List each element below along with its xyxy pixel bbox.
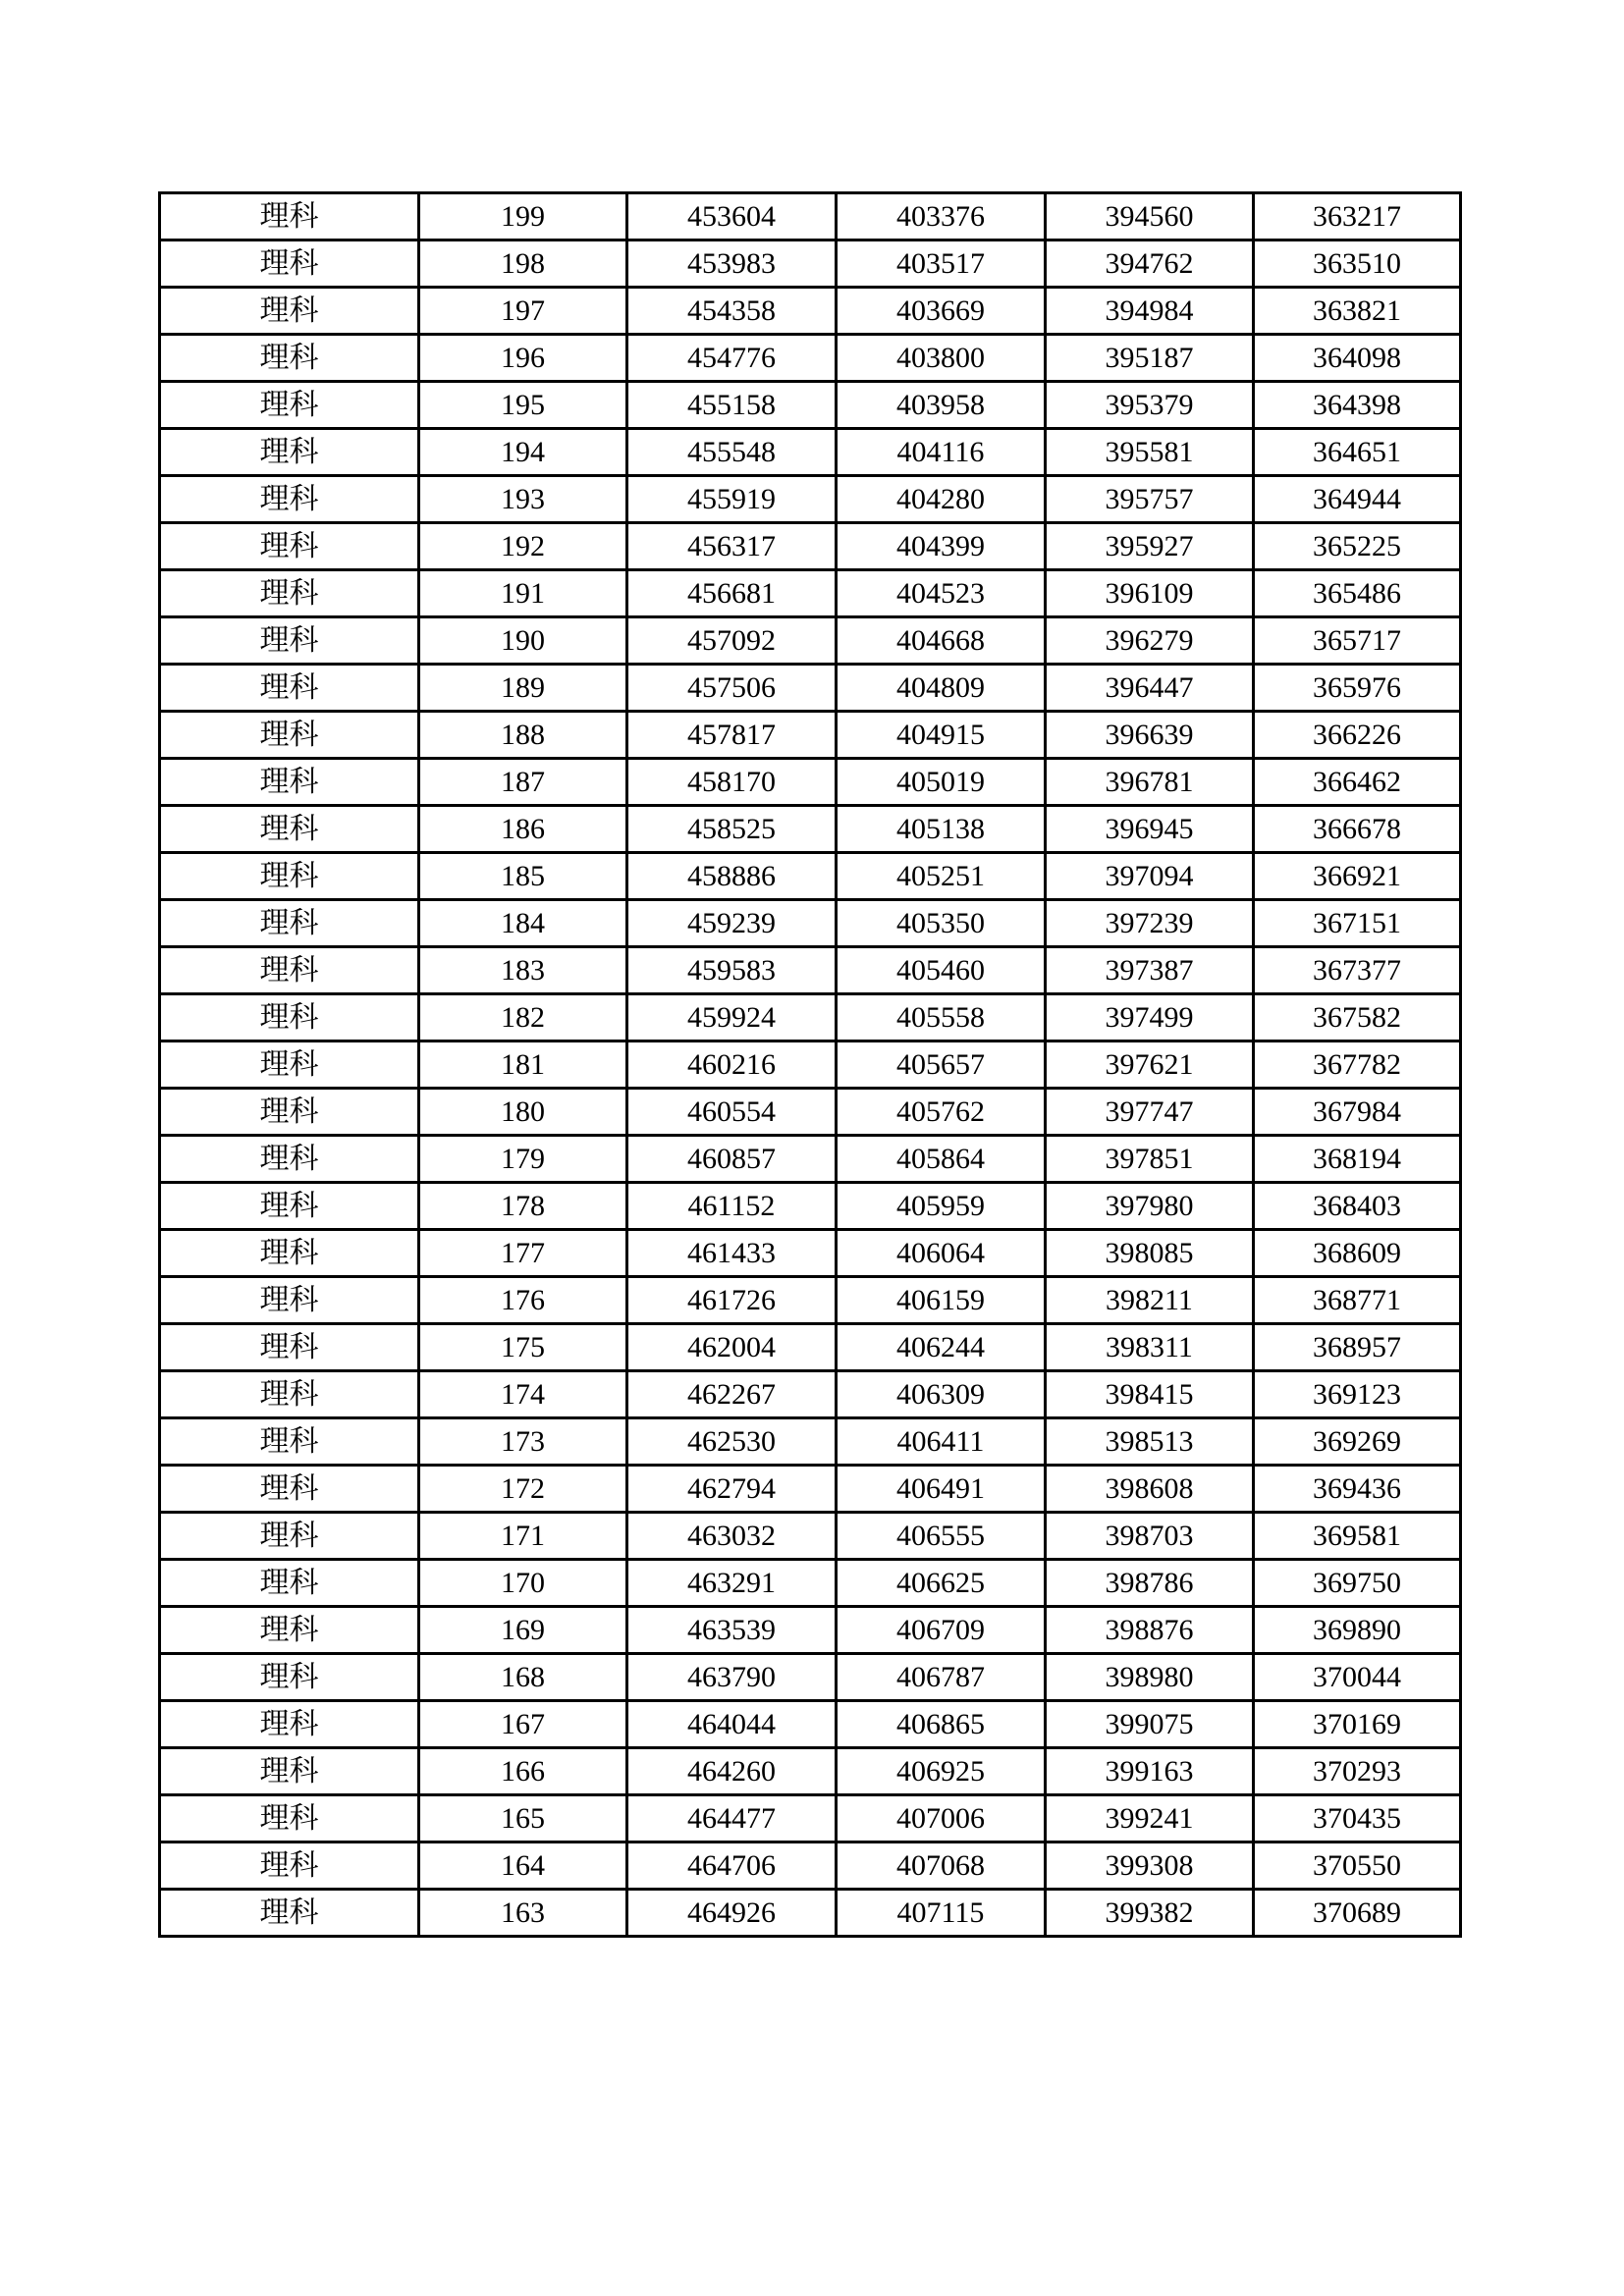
cell-score: 164	[419, 1842, 627, 1890]
table-row	[160, 193, 1461, 240]
cell-score: 189	[419, 665, 627, 712]
cell-value_3: 397094	[1046, 853, 1254, 900]
cell-score: 196	[419, 335, 627, 382]
cell-value_4: 366678	[1254, 806, 1461, 853]
cell-subject: 理科	[160, 1324, 419, 1371]
cell-subject: 理科	[160, 570, 419, 617]
cell-score: 183	[419, 947, 627, 994]
cell-value_4: 369269	[1254, 1418, 1461, 1466]
cell-value_4: 366462	[1254, 759, 1461, 806]
cell-value_4: 367377	[1254, 947, 1461, 994]
cell-value_3: 399163	[1046, 1748, 1254, 1795]
cell-subject: 理科	[160, 1277, 419, 1324]
cell-subject: 理科	[160, 1748, 419, 1795]
cell-value_2: 405762	[837, 1089, 1046, 1136]
cell-value_2: 404809	[837, 665, 1046, 712]
cell-value_1: 461433	[627, 1230, 837, 1277]
cell-score: 168	[419, 1654, 627, 1701]
cell-value_1: 453604	[627, 193, 837, 240]
cell-value_1: 458525	[627, 806, 837, 853]
cell-value_3: 397980	[1046, 1183, 1254, 1230]
cell-value_2: 406787	[837, 1654, 1046, 1701]
cell-value_2: 403517	[837, 240, 1046, 288]
cell-value_2: 406064	[837, 1230, 1046, 1277]
cell-value_3: 399075	[1046, 1701, 1254, 1748]
cell-value_1: 456317	[627, 523, 837, 570]
cell-score: 166	[419, 1748, 627, 1795]
cell-value_4: 370550	[1254, 1842, 1461, 1890]
table-row	[160, 1795, 1461, 1842]
cell-value_1: 457092	[627, 617, 837, 665]
cell-value_1: 455548	[627, 429, 837, 476]
cell-score: 171	[419, 1513, 627, 1560]
cell-subject: 理科	[160, 240, 419, 288]
table-row	[160, 853, 1461, 900]
cell-value_4: 369436	[1254, 1466, 1461, 1513]
cell-value_3: 396279	[1046, 617, 1254, 665]
cell-score: 194	[419, 429, 627, 476]
cell-value_1: 458886	[627, 853, 837, 900]
cell-score: 192	[419, 523, 627, 570]
cell-value_2: 406491	[837, 1466, 1046, 1513]
cell-value_3: 394560	[1046, 193, 1254, 240]
cell-value_3: 397499	[1046, 994, 1254, 1041]
cell-value_3: 398608	[1046, 1466, 1254, 1513]
table-row	[160, 1277, 1461, 1324]
cell-score: 173	[419, 1418, 627, 1466]
cell-value_4: 369890	[1254, 1607, 1461, 1654]
cell-value_3: 394984	[1046, 288, 1254, 335]
cell-value_3: 397747	[1046, 1089, 1254, 1136]
cell-subject: 理科	[160, 1701, 419, 1748]
cell-value_1: 457817	[627, 712, 837, 759]
cell-value_3: 398415	[1046, 1371, 1254, 1418]
cell-subject: 理科	[160, 665, 419, 712]
cell-score: 176	[419, 1277, 627, 1324]
cell-value_2: 406709	[837, 1607, 1046, 1654]
table-row	[160, 1466, 1461, 1513]
cell-subject: 理科	[160, 1418, 419, 1466]
table-row	[160, 900, 1461, 947]
table-row	[160, 429, 1461, 476]
cell-value_1: 462794	[627, 1466, 837, 1513]
cell-value_4: 370689	[1254, 1890, 1461, 1937]
cell-subject: 理科	[160, 1041, 419, 1089]
cell-subject: 理科	[160, 429, 419, 476]
cell-score: 195	[419, 382, 627, 429]
cell-value_4: 364098	[1254, 335, 1461, 382]
cell-value_4: 370293	[1254, 1748, 1461, 1795]
cell-value_2: 406925	[837, 1748, 1046, 1795]
cell-subject: 理科	[160, 994, 419, 1041]
table-row	[160, 1183, 1461, 1230]
cell-value_2: 405460	[837, 947, 1046, 994]
cell-value_3: 398085	[1046, 1230, 1254, 1277]
cell-value_4: 366226	[1254, 712, 1461, 759]
cell-value_3: 399382	[1046, 1890, 1254, 1937]
cell-subject: 理科	[160, 1842, 419, 1890]
cell-subject: 理科	[160, 193, 419, 240]
cell-subject: 理科	[160, 806, 419, 853]
cell-value_3: 396781	[1046, 759, 1254, 806]
cell-value_1: 462530	[627, 1418, 837, 1466]
cell-subject: 理科	[160, 1513, 419, 1560]
cell-score: 188	[419, 712, 627, 759]
cell-value_3: 396447	[1046, 665, 1254, 712]
cell-score: 163	[419, 1890, 627, 1937]
cell-subject: 理科	[160, 335, 419, 382]
cell-value_2: 406309	[837, 1371, 1046, 1418]
table-row	[160, 335, 1461, 382]
table-row	[160, 617, 1461, 665]
cell-value_3: 398703	[1046, 1513, 1254, 1560]
cell-subject: 理科	[160, 759, 419, 806]
cell-value_1: 457506	[627, 665, 837, 712]
cell-value_4: 367984	[1254, 1089, 1461, 1136]
cell-subject: 理科	[160, 382, 419, 429]
cell-score: 187	[419, 759, 627, 806]
cell-subject: 理科	[160, 1795, 419, 1842]
table-row	[160, 382, 1461, 429]
cell-value_1: 460216	[627, 1041, 837, 1089]
cell-score: 181	[419, 1041, 627, 1089]
cell-value_4: 370435	[1254, 1795, 1461, 1842]
cell-value_2: 404668	[837, 617, 1046, 665]
cell-value_4: 366921	[1254, 853, 1461, 900]
table-row	[160, 1371, 1461, 1418]
cell-value_4: 368957	[1254, 1324, 1461, 1371]
cell-value_3: 394762	[1046, 240, 1254, 288]
cell-value_2: 405558	[837, 994, 1046, 1041]
cell-score: 170	[419, 1560, 627, 1607]
cell-value_4: 365717	[1254, 617, 1461, 665]
score-table-container	[158, 191, 1459, 1938]
table-row	[160, 947, 1461, 994]
cell-value_1: 460554	[627, 1089, 837, 1136]
table-row	[160, 476, 1461, 523]
cell-value_2: 404915	[837, 712, 1046, 759]
cell-value_1: 462004	[627, 1324, 837, 1371]
cell-subject: 理科	[160, 476, 419, 523]
cell-value_1: 454358	[627, 288, 837, 335]
table-row	[160, 1842, 1461, 1890]
cell-value_2: 407006	[837, 1795, 1046, 1842]
cell-value_3: 397387	[1046, 947, 1254, 994]
cell-subject: 理科	[160, 947, 419, 994]
cell-value_2: 403800	[837, 335, 1046, 382]
cell-value_3: 398211	[1046, 1277, 1254, 1324]
cell-value_4: 364651	[1254, 429, 1461, 476]
table-row	[160, 994, 1461, 1041]
cell-value_1: 459924	[627, 994, 837, 1041]
cell-value_4: 368403	[1254, 1183, 1461, 1230]
cell-value_2: 406411	[837, 1418, 1046, 1466]
cell-value_1: 460857	[627, 1136, 837, 1183]
cell-value_3: 396109	[1046, 570, 1254, 617]
cell-subject: 理科	[160, 523, 419, 570]
cell-value_1: 456681	[627, 570, 837, 617]
cell-value_3: 398311	[1046, 1324, 1254, 1371]
cell-value_1: 463790	[627, 1654, 837, 1701]
cell-value_3: 398513	[1046, 1418, 1254, 1466]
cell-value_3: 395927	[1046, 523, 1254, 570]
cell-value_2: 405019	[837, 759, 1046, 806]
cell-value_1: 462267	[627, 1371, 837, 1418]
cell-subject: 理科	[160, 1654, 419, 1701]
cell-value_4: 368194	[1254, 1136, 1461, 1183]
cell-value_4: 370044	[1254, 1654, 1461, 1701]
table-row	[160, 1654, 1461, 1701]
cell-score: 182	[419, 994, 627, 1041]
cell-value_4: 363821	[1254, 288, 1461, 335]
cell-score: 190	[419, 617, 627, 665]
cell-value_1: 463539	[627, 1607, 837, 1654]
table-row	[160, 1890, 1461, 1937]
cell-score: 193	[419, 476, 627, 523]
table-row	[160, 1089, 1461, 1136]
cell-value_4: 367582	[1254, 994, 1461, 1041]
cell-score: 165	[419, 1795, 627, 1842]
cell-value_1: 464260	[627, 1748, 837, 1795]
cell-value_4: 364944	[1254, 476, 1461, 523]
cell-value_1: 464926	[627, 1890, 837, 1937]
cell-value_2: 405657	[837, 1041, 1046, 1089]
cell-value_4: 369581	[1254, 1513, 1461, 1560]
cell-subject: 理科	[160, 1136, 419, 1183]
cell-value_3: 398786	[1046, 1560, 1254, 1607]
cell-value_3: 398876	[1046, 1607, 1254, 1654]
cell-score: 191	[419, 570, 627, 617]
cell-score: 175	[419, 1324, 627, 1371]
cell-value_1: 454776	[627, 335, 837, 382]
cell-value_1: 463291	[627, 1560, 837, 1607]
table-row	[160, 240, 1461, 288]
cell-value_2: 404399	[837, 523, 1046, 570]
cell-value_2: 403669	[837, 288, 1046, 335]
cell-value_2: 405959	[837, 1183, 1046, 1230]
cell-value_2: 404116	[837, 429, 1046, 476]
cell-value_1: 464477	[627, 1795, 837, 1842]
cell-value_3: 396945	[1046, 806, 1254, 853]
cell-value_1: 464706	[627, 1842, 837, 1890]
score-distribution-table	[158, 191, 1462, 1938]
cell-value_1: 455919	[627, 476, 837, 523]
table-row	[160, 1560, 1461, 1607]
cell-value_4: 363510	[1254, 240, 1461, 288]
table-row	[160, 1701, 1461, 1748]
cell-score: 174	[419, 1371, 627, 1418]
cell-value_3: 397239	[1046, 900, 1254, 947]
cell-score: 184	[419, 900, 627, 947]
cell-score: 179	[419, 1136, 627, 1183]
cell-subject: 理科	[160, 617, 419, 665]
cell-value_3: 398980	[1046, 1654, 1254, 1701]
cell-subject: 理科	[160, 1089, 419, 1136]
cell-value_3: 397851	[1046, 1136, 1254, 1183]
cell-value_4: 370169	[1254, 1701, 1461, 1748]
cell-value_3: 396639	[1046, 712, 1254, 759]
cell-value_3: 395187	[1046, 335, 1254, 382]
table-row	[160, 759, 1461, 806]
cell-score: 186	[419, 806, 627, 853]
cell-subject: 理科	[160, 900, 419, 947]
cell-value_2: 406555	[837, 1513, 1046, 1560]
cell-value_1: 459583	[627, 947, 837, 994]
cell-value_3: 395757	[1046, 476, 1254, 523]
cell-score: 180	[419, 1089, 627, 1136]
cell-value_4: 368609	[1254, 1230, 1461, 1277]
cell-value_1: 459239	[627, 900, 837, 947]
cell-value_4: 363217	[1254, 193, 1461, 240]
table-row	[160, 1324, 1461, 1371]
table-row	[160, 1041, 1461, 1089]
cell-value_2: 405251	[837, 853, 1046, 900]
cell-score: 167	[419, 1701, 627, 1748]
table-body	[160, 193, 1461, 1937]
cell-value_3: 397621	[1046, 1041, 1254, 1089]
cell-score: 198	[419, 240, 627, 288]
table-row	[160, 712, 1461, 759]
cell-value_2: 404523	[837, 570, 1046, 617]
table-row	[160, 1136, 1461, 1183]
cell-value_2: 404280	[837, 476, 1046, 523]
cell-score: 178	[419, 1183, 627, 1230]
cell-value_2: 403376	[837, 193, 1046, 240]
cell-value_4: 369123	[1254, 1371, 1461, 1418]
cell-value_4: 368771	[1254, 1277, 1461, 1324]
table-row	[160, 806, 1461, 853]
cell-value_2: 406625	[837, 1560, 1046, 1607]
table-row	[160, 1607, 1461, 1654]
cell-score: 177	[419, 1230, 627, 1277]
table-row	[160, 1513, 1461, 1560]
cell-value_4: 367782	[1254, 1041, 1461, 1089]
cell-value_4: 365225	[1254, 523, 1461, 570]
cell-value_1: 463032	[627, 1513, 837, 1560]
cell-subject: 理科	[160, 288, 419, 335]
table-row	[160, 523, 1461, 570]
cell-value_2: 407068	[837, 1842, 1046, 1890]
cell-value_4: 369750	[1254, 1560, 1461, 1607]
table-row	[160, 665, 1461, 712]
cell-subject: 理科	[160, 1230, 419, 1277]
cell-value_1: 461726	[627, 1277, 837, 1324]
cell-value_2: 403958	[837, 382, 1046, 429]
cell-subject: 理科	[160, 1560, 419, 1607]
cell-value_2: 406244	[837, 1324, 1046, 1371]
table-row	[160, 288, 1461, 335]
cell-subject: 理科	[160, 1466, 419, 1513]
cell-value_3: 395581	[1046, 429, 1254, 476]
cell-value_1: 464044	[627, 1701, 837, 1748]
cell-value_3: 399241	[1046, 1795, 1254, 1842]
cell-value_2: 406865	[837, 1701, 1046, 1748]
cell-value_1: 453983	[627, 240, 837, 288]
cell-score: 172	[419, 1466, 627, 1513]
cell-value_1: 458170	[627, 759, 837, 806]
cell-value_2: 405864	[837, 1136, 1046, 1183]
cell-subject: 理科	[160, 712, 419, 759]
cell-value_4: 365486	[1254, 570, 1461, 617]
table-row	[160, 1230, 1461, 1277]
cell-value_2: 405350	[837, 900, 1046, 947]
cell-subject: 理科	[160, 1890, 419, 1937]
cell-value_2: 407115	[837, 1890, 1046, 1937]
cell-score: 185	[419, 853, 627, 900]
cell-value_4: 367151	[1254, 900, 1461, 947]
cell-subject: 理科	[160, 1607, 419, 1654]
cell-subject: 理科	[160, 853, 419, 900]
table-row	[160, 570, 1461, 617]
cell-value_3: 395379	[1046, 382, 1254, 429]
cell-value_4: 365976	[1254, 665, 1461, 712]
cell-value_2: 405138	[837, 806, 1046, 853]
table-row	[160, 1748, 1461, 1795]
cell-score: 199	[419, 193, 627, 240]
cell-value_2: 406159	[837, 1277, 1046, 1324]
cell-score: 169	[419, 1607, 627, 1654]
cell-score: 197	[419, 288, 627, 335]
cell-value_4: 364398	[1254, 382, 1461, 429]
cell-subject: 理科	[160, 1371, 419, 1418]
cell-value_3: 399308	[1046, 1842, 1254, 1890]
cell-value_1: 455158	[627, 382, 837, 429]
table-row	[160, 1418, 1461, 1466]
cell-value_1: 461152	[627, 1183, 837, 1230]
cell-subject: 理科	[160, 1183, 419, 1230]
